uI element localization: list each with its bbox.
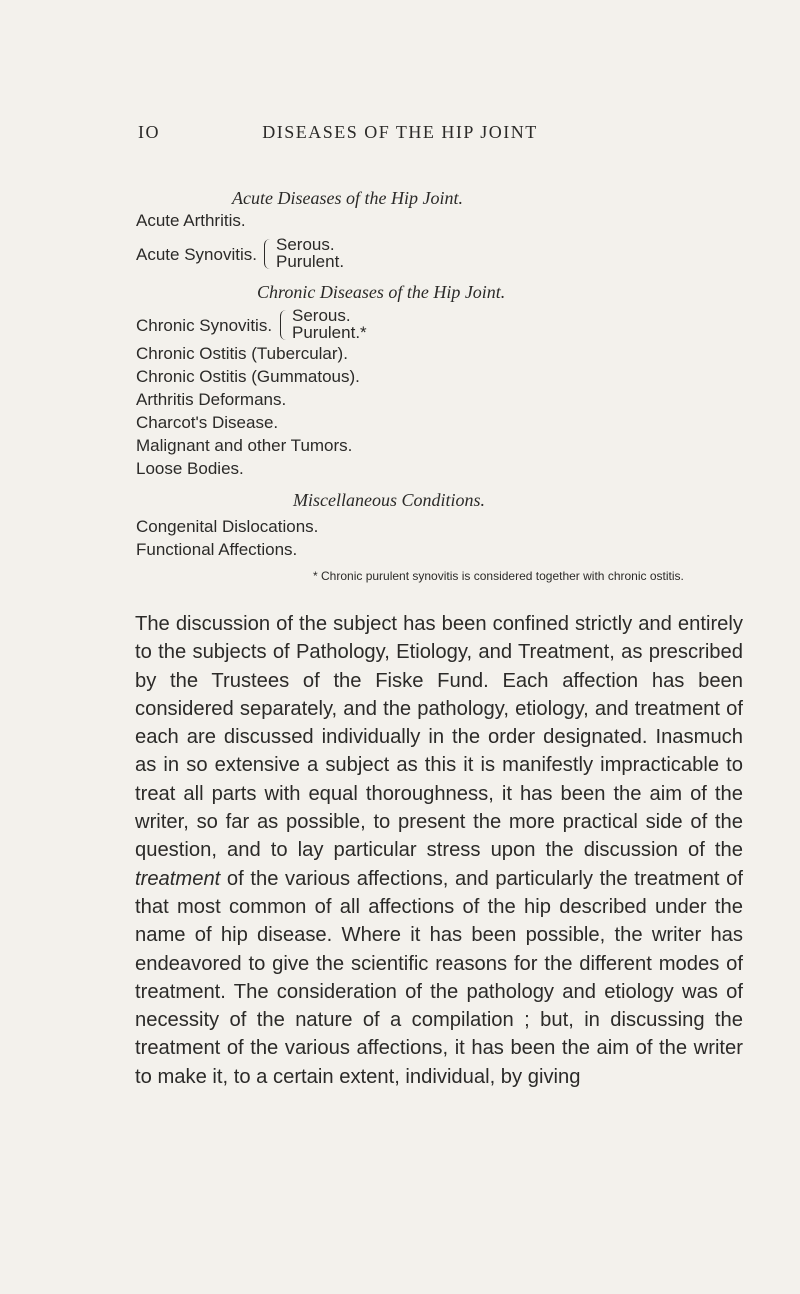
list-item: Malignant and other Tumors. [136,436,353,455]
acute-synovitis-label: Acute Synovitis. [136,245,257,264]
brace-icon [280,310,289,340]
page-header [0,122,800,146]
chronic-synovitis-label: Chronic Synovitis. [136,316,273,335]
chronic-synovitis-option-serous: Serous. [292,306,351,325]
running-head: DISEASES OF THE HIP JOINT [262,122,538,142]
acute-arthritis: Acute Arthritis. [136,211,246,230]
page-number: IO [138,122,160,142]
chronic-synovitis-group [136,306,416,342]
brace-icon [264,239,273,269]
misc-heading: Miscellaneous Conditions. [293,490,485,510]
body-text-emphasis: treatment [135,867,221,890]
body-paragraph [135,610,743,1091]
list-item: Chronic Ostitis (Tubercular). [136,344,348,363]
list-item: Loose Bodies. [136,459,244,478]
footnote: * Chronic purulent synovitis is considered together with chronic ostitis. [313,569,684,583]
list-item: Arthritis Deformans. [136,390,287,409]
acute-synovitis-option-serous: Serous. [276,235,335,254]
list-item: Congenital Dislocations. [136,517,319,536]
acute-synovitis-group [136,235,386,271]
acute-synovitis-option-purulent: Purulent. [276,252,345,271]
list-item: Charcot's Disease. [136,413,279,432]
chronic-heading: Chronic Diseases of the Hip Joint. [257,282,506,302]
list-item: Chronic Ostitis (Gummatous). [136,367,360,386]
body-text-part1: The discussion of the subject has been confined strictly and entirely to the subjects of Pathology, Etiology, and Treatment, as prescribed by the Trustees of the Fiske Fund. Each affection has been considered separately, and the pathology, etiology, and treatment of each are discussed individually in the order designated. Inasmuch as in so extensive a subject as this it is manifestly impracticable to treat all parts with equal thoroughness, it has been the aim of the writer, so far as possible, to present the more practical side of the question, and to lay particular stress upon the discussion of the [135,613,743,862]
chronic-synovitis-option-purulent: Purulent.* [292,323,367,342]
acute-heading: Acute Diseases of the Hip Joint. [232,188,463,208]
list-item: Functional Affections. [136,540,298,559]
body-text-part2: of the various affections, and particularly the treatment of that most common of all affections of the hip described under the name of hip disease. Where it has been possible, the writer has endeavored to give the scientific reasons for the different modes of treatment. The consideration of the pathology and etiology was of necessity of the nature of a compilation ; but, in discussing the treatment of the various affections, it has been the aim of the writer to make it, to a certain extent, individual, by giving [135,867,743,1088]
